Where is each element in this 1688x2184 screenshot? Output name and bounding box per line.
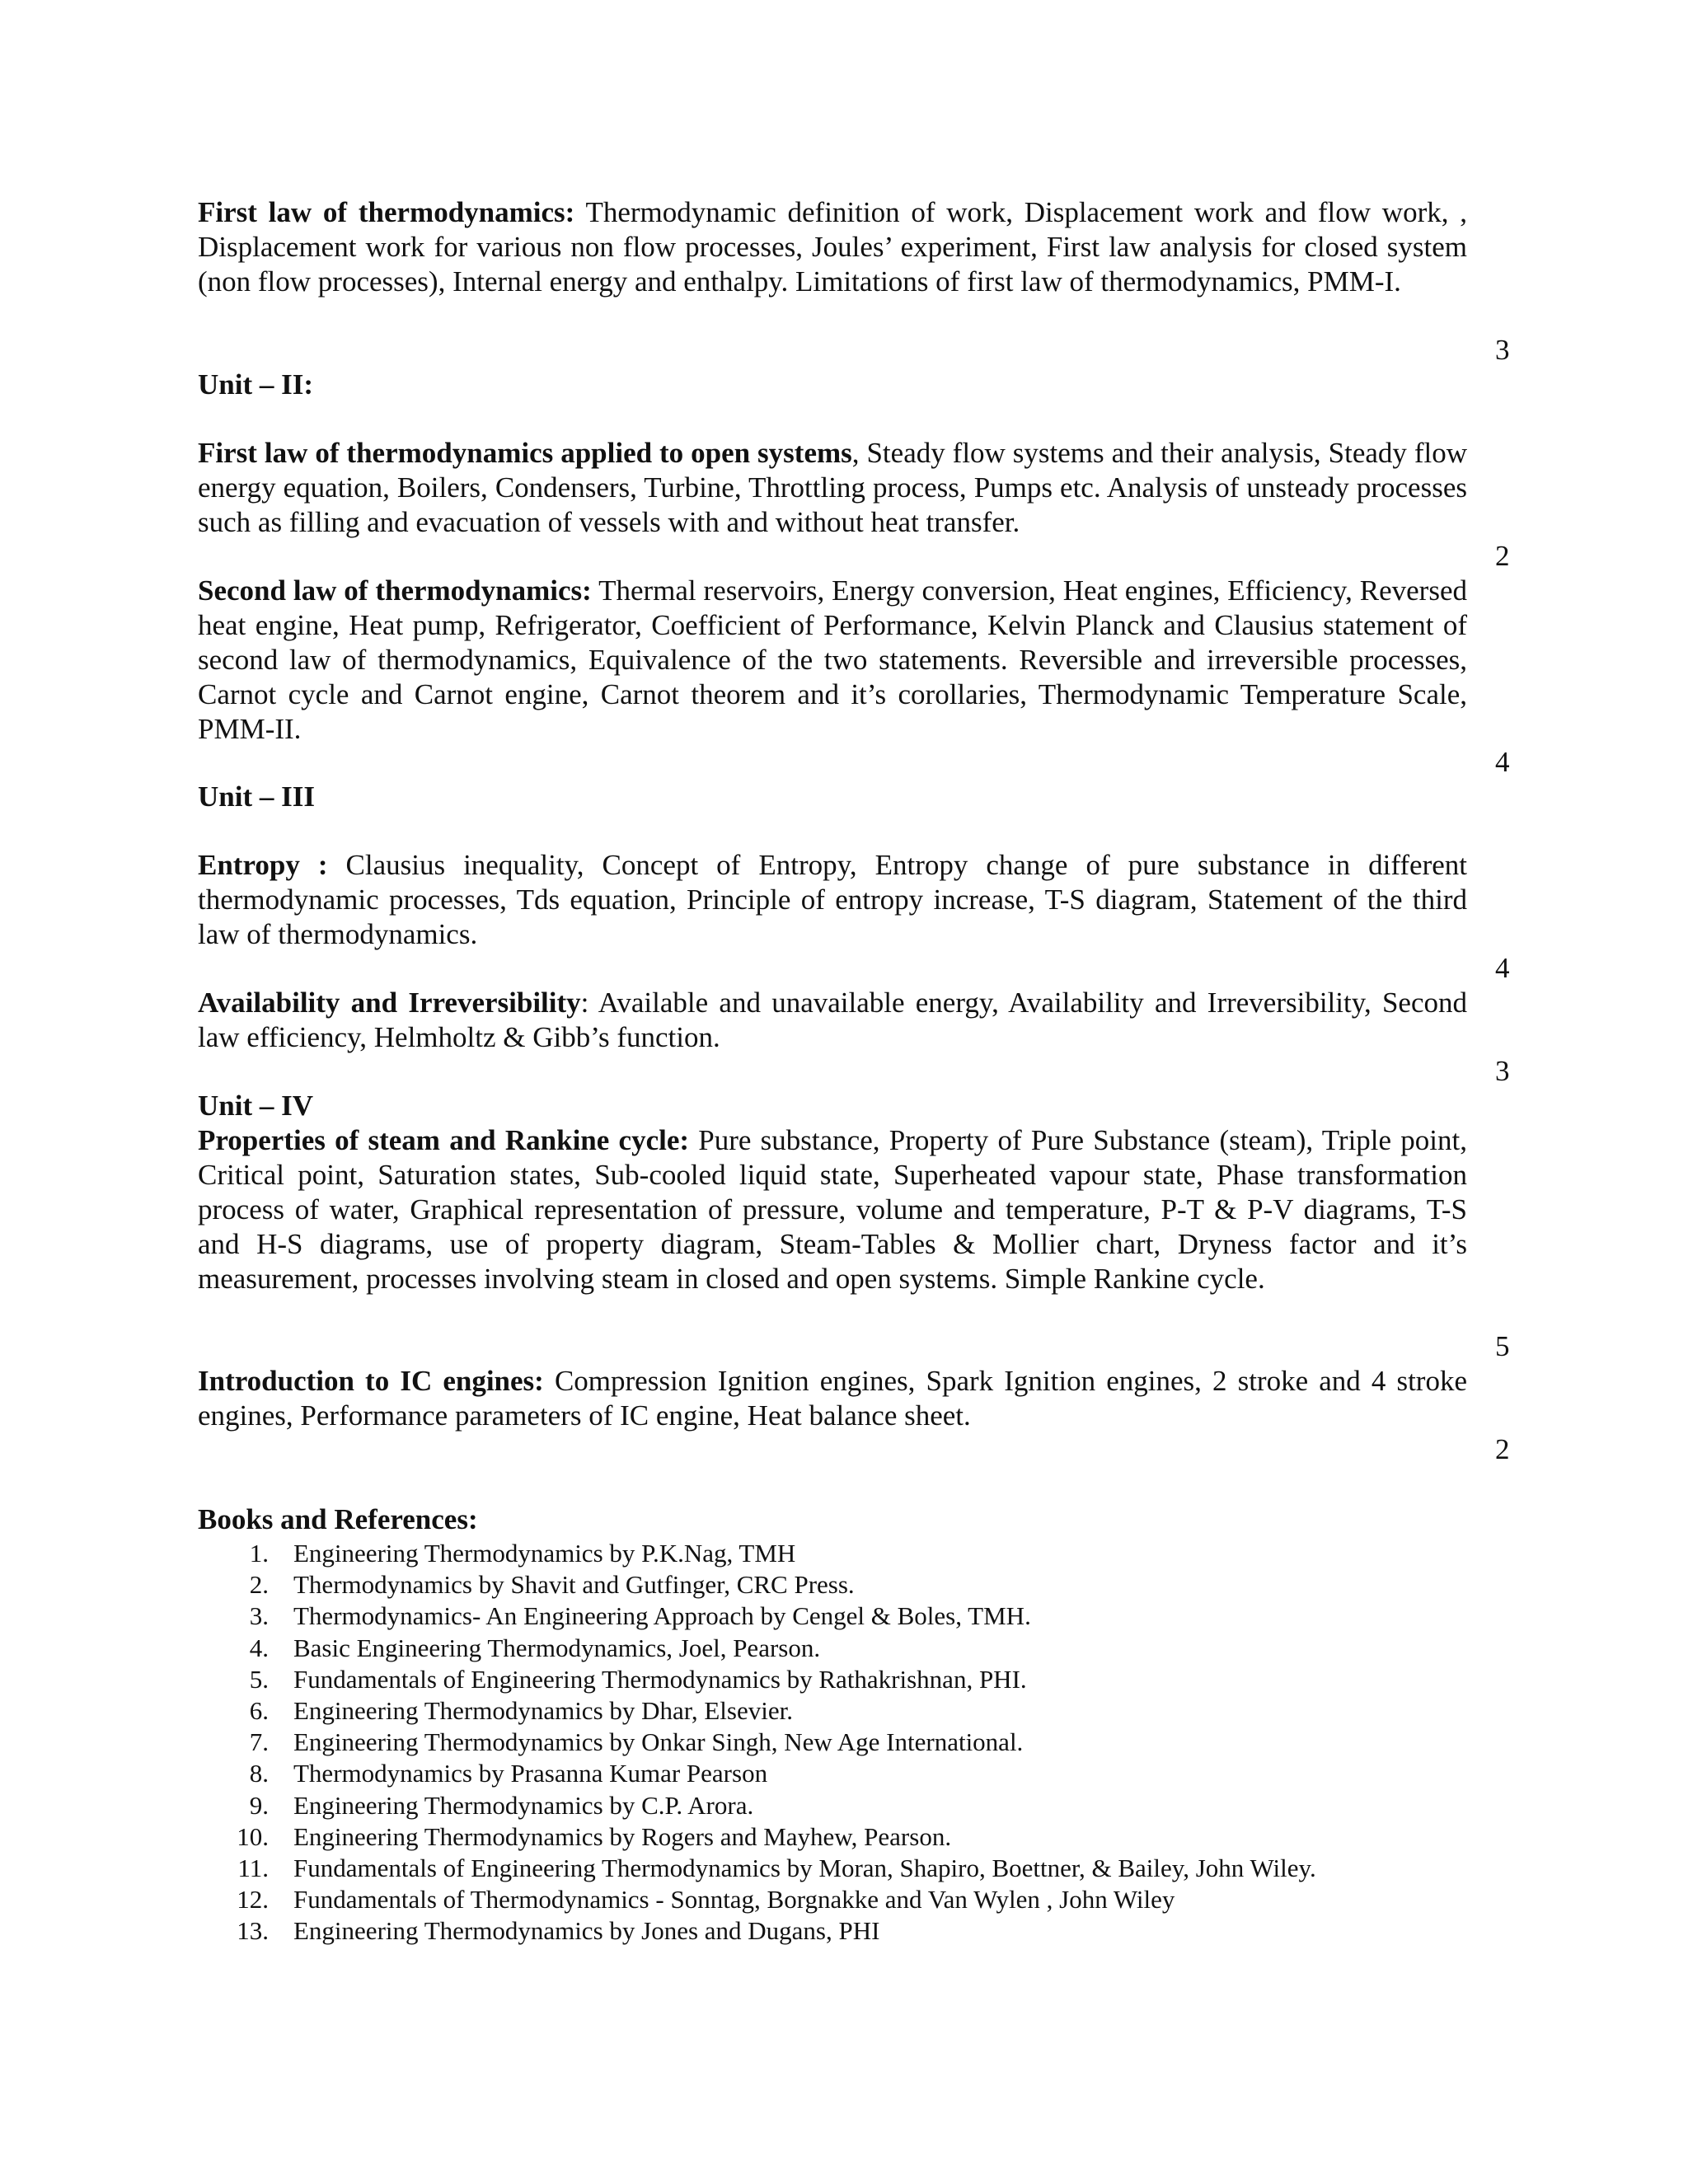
first-law-body: Thermodynamic definition of work, Displacement work and flow work, , Displacement work for various non flow processes, Joules’ experiment, First law analysis for closed system (non flow processes), Internal energy and enthalpy. Limitations of first law of thermodynamics, PMM-I. [198, 196, 1467, 298]
book-item [198, 1758, 1316, 1789]
unit-3-heading: Unit – III [198, 780, 315, 813]
book-number: 5. [249, 1664, 269, 1694]
open-systems-paragraph [198, 436, 1467, 540]
steam-paragraph [198, 1123, 1467, 1296]
books-list [198, 1538, 1316, 1947]
book-text: Engineering Thermodynamics by C.P. Arora. [293, 1790, 754, 1820]
ic-engines-body: Compression Ignition engines, Spark Ignition engines, 2 stroke and 4 stroke engines, Performance parameters of IC engine, Heat balance sheet. [198, 1365, 1468, 1432]
book-text: Fundamentals of Engineering Thermodynamics by Moran, Shapiro, Boettner, & Bailey, John Wiley. [293, 1854, 1316, 1883]
second-law-title: Second law of thermodynamics: [198, 574, 592, 607]
ic-engines-title: Introduction to IC engines: [198, 1365, 544, 1397]
book-item [198, 1853, 1316, 1884]
ic-engines-hours: 2 [1495, 1433, 1510, 1465]
open-systems-title: First law of thermodynamics applied to open systems [198, 437, 852, 469]
book-text: Engineering Thermodynamics by Dhar, Elsevier. [293, 1696, 793, 1726]
second-law-body: Thermal reservoirs, Energy conversion, Heat engines, Efficiency, Reversed heat engine, Heat pump, Refrigerator, Coefficient of Performance, Kelvin Planck and Clausius statement of second law of thermodynamics, Equivalence of the two statements. Reversible and irreversible processes, Carnot cycle and Carnot engine, Carnot theorem and it’s corollaries, Thermodynamic Temperature Scale, PMM-II. [198, 574, 1467, 745]
first-law-paragraph [198, 195, 1467, 299]
entropy-hours: 4 [1495, 952, 1510, 984]
book-number: 2. [249, 1570, 269, 1600]
book-number: 13. [237, 1916, 269, 1946]
book-number: 8. [249, 1759, 269, 1788]
book-text: Engineering Thermodynamics by P.K.Nag, TMH [293, 1539, 796, 1568]
book-item [198, 1538, 1316, 1569]
availability-title: Availability and Irreversibility [198, 987, 581, 1019]
book-item [198, 1790, 1316, 1821]
book-item [198, 1569, 1316, 1601]
book-number: 12. [237, 1885, 269, 1915]
book-text: Fundamentals of Engineering Thermodynamics by Rathakrishnan, PHI. [293, 1664, 1027, 1694]
book-text: Basic Engineering Thermodynamics, Joel, Pearson. [293, 1633, 821, 1662]
book-text: Thermodynamics- An Engineering Approach by Cengel & Boles, TMH. [293, 1601, 1031, 1631]
book-item [198, 1884, 1316, 1915]
ic-engines-paragraph [198, 1364, 1467, 1433]
steam-body: Pure substance, Property of Pure Substance (steam), Triple point, Critical point, Saturation states, Sub-cooled liquid state, Superheated vapour state, Phase transformation process of water, Graphical representation of pressure, volume and temperature, P-T & P-V diagrams, T-S and H-S diagrams, use of property diagram, Steam-Tables & Mollier chart, Dryness factor and it’s measurement, processes involving steam in closed and open systems. Simple Rankine cycle. [198, 1124, 1467, 1295]
book-text: Thermodynamics by Prasanna Kumar Pearson [293, 1759, 768, 1788]
first-law-hours: 3 [1495, 334, 1510, 366]
open-systems-hours: 2 [1495, 540, 1510, 572]
book-number: 7. [249, 1727, 269, 1757]
book-item [198, 1695, 1316, 1727]
second-law-paragraph [198, 574, 1467, 747]
books-heading: Books and References: [198, 1503, 478, 1535]
steam-hours: 5 [1495, 1330, 1510, 1362]
book-item [198, 1727, 1316, 1758]
second-law-hours: 4 [1495, 746, 1510, 778]
availability-body: : Available and unavailable energy, Availability and Irreversibility, Second law efficiency, Helmholtz & Gibb’s function. [198, 987, 1467, 1053]
book-item [198, 1821, 1316, 1853]
book-item [198, 1633, 1316, 1664]
open-systems-body: , Steady flow systems and their analysis, Steady flow energy equation, Boilers, Condensers, Turbine, Throttling process, Pumps etc. Analysis of unsteady processes such as filling and evacuation of vessels with and without heat transfer. [198, 437, 1467, 538]
book-number: 4. [249, 1633, 269, 1662]
entropy-paragraph [198, 848, 1467, 952]
book-item [198, 1601, 1316, 1632]
entropy-title: Entropy : [198, 849, 328, 881]
book-number: 10. [237, 1821, 269, 1851]
unit-4-heading: Unit – IV [198, 1090, 314, 1122]
book-number: 3. [249, 1601, 269, 1631]
book-text: Engineering Thermodynamics by Jones and Dugans, PHI [293, 1916, 880, 1946]
unit-2-heading: Unit – II: [198, 368, 314, 401]
book-number: 11. [237, 1854, 269, 1883]
availability-hours: 3 [1495, 1055, 1510, 1087]
book-number: 1. [249, 1539, 269, 1568]
book-item [198, 1915, 1316, 1947]
book-item [198, 1664, 1316, 1695]
book-number: 6. [249, 1696, 269, 1726]
entropy-body: Clausius inequality, Concept of Entropy, Entropy change of pure substance in different thermodynamic processes, Tds equation, Principle of entropy increase, T-S diagram, Statement of the third law of thermodynamics. [198, 849, 1467, 950]
availability-paragraph [198, 986, 1467, 1055]
book-number: 9. [249, 1790, 269, 1820]
book-text: Engineering Thermodynamics by Onkar Singh, New Age International. [293, 1727, 1024, 1757]
book-text: Thermodynamics by Shavit and Gutfinger, CRC Press. [293, 1570, 855, 1600]
first-law-title: First law of thermodynamics: [198, 196, 575, 228]
steam-title: Properties of steam and Rankine cycle: [198, 1124, 690, 1156]
book-text: Fundamentals of Thermodynamics - Sonntag, Borgnakke and Van Wylen , John Wiley [293, 1885, 1175, 1915]
book-text: Engineering Thermodynamics by Rogers and Mayhew, Pearson. [293, 1821, 952, 1851]
